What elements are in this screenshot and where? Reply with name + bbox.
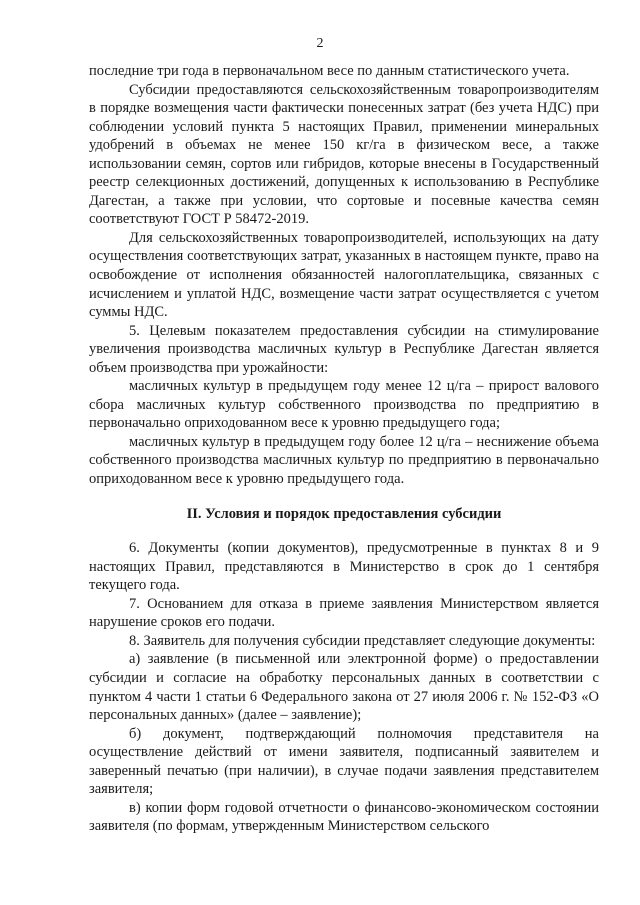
paragraphs-before: [89, 62, 599, 489]
document-body: [89, 62, 599, 836]
paragraph: 8. Заявитель для получения субсидии представляет следующие документы:: [129, 632, 596, 649]
paragraph: масличных культур в предыдущем году более 12 ц/га – неснижение объема собственного производства масличных культур по предприятию в первоначально оприходованном весе к уровню предыдущего года.: [89, 433, 599, 488]
paragraph: Субсидии предоставляются сельскохозяйственным товаропроизводителям в порядке возмещения части фактически понесенных затрат (без учета НДС) при соблюдении условий пункта 5 настоящих Правил, применении минеральных удобрений в объемах не менее 150 кг/га в физическом весе, а также использовании семян, сортов или гибридов, которые внесены в Государственный реестр селекционных достижений, допущенных к использованию в Республике Дагестан, а также при условии, что сортовые и посевные качества семян соответствуют ГОСТ Р 58472-2019.: [89, 81, 599, 228]
section-heading: II. Условия и порядок предоставления субсидии: [186, 505, 502, 522]
paragraph: б) документ, подтверждающий полномочия представителя на осуществление действий от имени заявителя, подписанный заявителем и заверенный печатью (при наличии), в случае подачи заявления представителем заявителя;: [89, 725, 599, 798]
paragraph: масличных культур в предыдущем году менее 12 ц/га – прирост валового сбора масличных культур собственного производства по предприятию в первоначально оприходованном весе к уровню предыдущего года;: [89, 378, 599, 432]
page-number: 2: [316, 36, 324, 51]
paragraph: 5. Целевым показателем предоставления субсидии на стимулирование увеличения производства масличных культур в Республике Дагестан является объем производства при урожайности:: [89, 322, 599, 376]
paragraph: Для сельскохозяйственных товаропроизводителей, использующих на дату осуществления соответствующих затрат, указанных в настоящем пункте, право на освобождение от исполнения обязанностей налогоплательщика, связанных с исчислением и уплатой НДС, возмещение части затрат осуществляется с учетом суммы НДС.: [89, 229, 599, 321]
paragraph: а) заявление (в письменной или электронной форме) о предоставлении субсидии и согласие на обработку персональных данных в соответствии с пунктом 4 части 1 статьи 6 Федерального закона от 27 июля 2006 г. № 152-ФЗ «О персональных данных» (далее – заявление);: [89, 651, 599, 724]
paragraph: последние три года в первоначальном весе по данным статистического учета.: [89, 63, 570, 79]
paragraph: в) копии форм годовой отчетности о финансово-экономическом состоянии заявителя (по формам, утвержденным Министерством сельского: [89, 799, 599, 835]
paragraph: 7. Основанием для отказа в приеме заявления Министерством является нарушение сроков его подачи.: [89, 595, 599, 631]
paragraph: 6. Документы (копии документов), предусмотренные в пунктах 8 и 9 настоящих Правил, представляются в Министерство в срок до 1 сентября текущего года.: [89, 540, 599, 594]
paragraphs-after: [89, 539, 599, 836]
